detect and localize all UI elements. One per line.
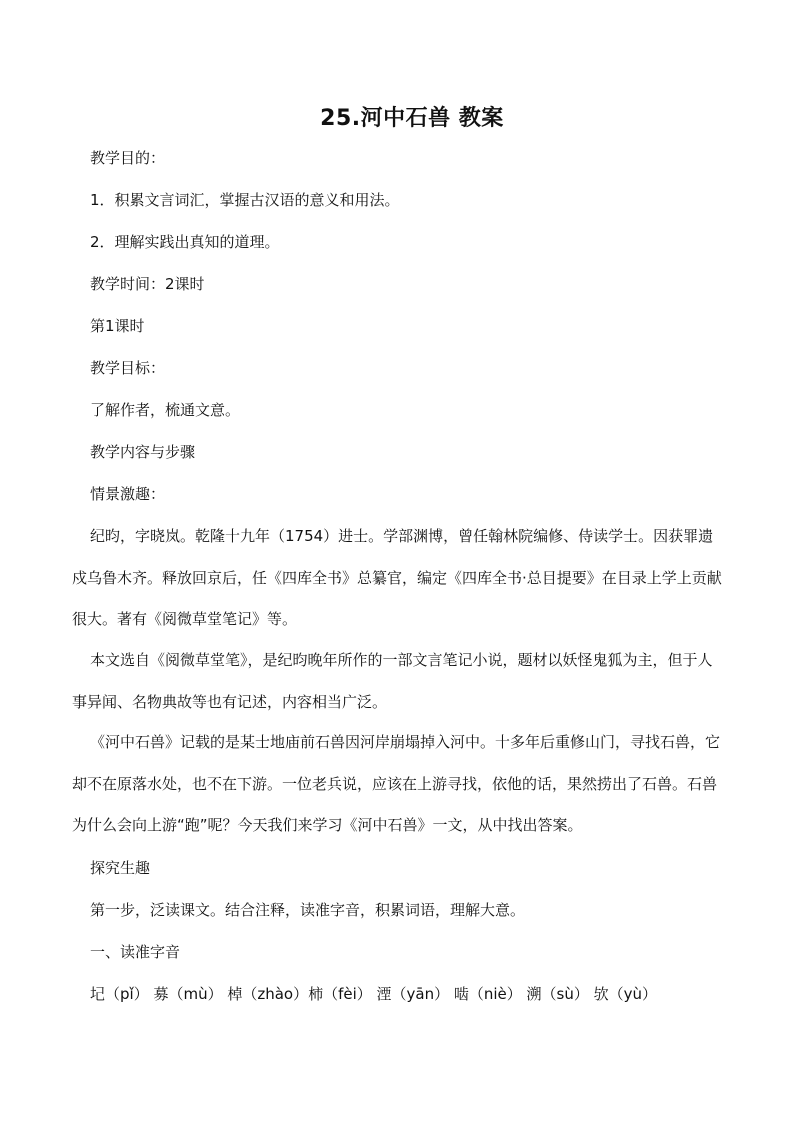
- paragraph-objectives-heading: 教学目的：: [90, 149, 166, 167]
- paragraph-teaching-time: 教学时间：2课时: [90, 275, 205, 293]
- paragraph-lesson-1: 第1课时: [90, 317, 145, 335]
- paragraph-pronunciation-heading: 一、读准字音: [90, 943, 181, 961]
- paragraph-step-1: 第一步，泛读课文。结合注释，读准字音，积累词语，理解大意。: [90, 901, 526, 919]
- paragraph-scenario-heading: 情景激趣：: [90, 485, 166, 503]
- paragraph-author-bio: 纪昀，字晓岚。乾隆十九年（1754）进士。学部渊博，曾任翰林院编修、侍读学士。因获罪遗戍乌鲁木齐。释放回京后，任《四库全书》总纂官，编定《四库全书·总目提要》在目录上学上贡献很大。著有《阅微草堂笔记》等。: [72, 527, 722, 629]
- paragraph-pronunciation-list: 圮（pǐ） 募（mù） 棹（zhào）柿（fèi） 湮（yān） 啮（niè） 溯（sù） 欤（yù）: [90, 985, 658, 1003]
- paragraph-goals-heading: 教学目标：: [90, 359, 166, 377]
- document-title: 25.河中石兽 教案: [320, 106, 504, 131]
- paragraph-objective-1: 1．积累文言词汇，掌握古汉语的意义和用法。: [90, 191, 400, 209]
- paragraph-goals-text: 了解作者，梳通文意。: [90, 401, 241, 419]
- paragraph-source: 本文选自《阅微草堂笔》，是纪昀晚年所作的一部文言笔记小说，题材以妖怪鬼狐为主，但于人事异闻、名物典故等也有记述，内容相当广泛。: [72, 651, 713, 711]
- paragraph-story-summary: 《河中石兽》记载的是某士地庙前石兽因河岸崩塌掉入河中。十多年后重修山门，寻找石兽，它却不在原落水处，也不在下游。一位老兵说，应该在上游寻找，依他的话，果然捞出了石兽。石兽为什么会向上游“跑”呢？今天我们来学习《河中石兽》一文，从中找出答案。: [72, 733, 721, 835]
- paragraph-objective-2: 2．理解实践出真知的道理。: [90, 233, 280, 251]
- paragraph-explore-heading: 探究生趣: [90, 859, 151, 877]
- paragraph-content-steps: 教学内容与步骤: [90, 443, 196, 461]
